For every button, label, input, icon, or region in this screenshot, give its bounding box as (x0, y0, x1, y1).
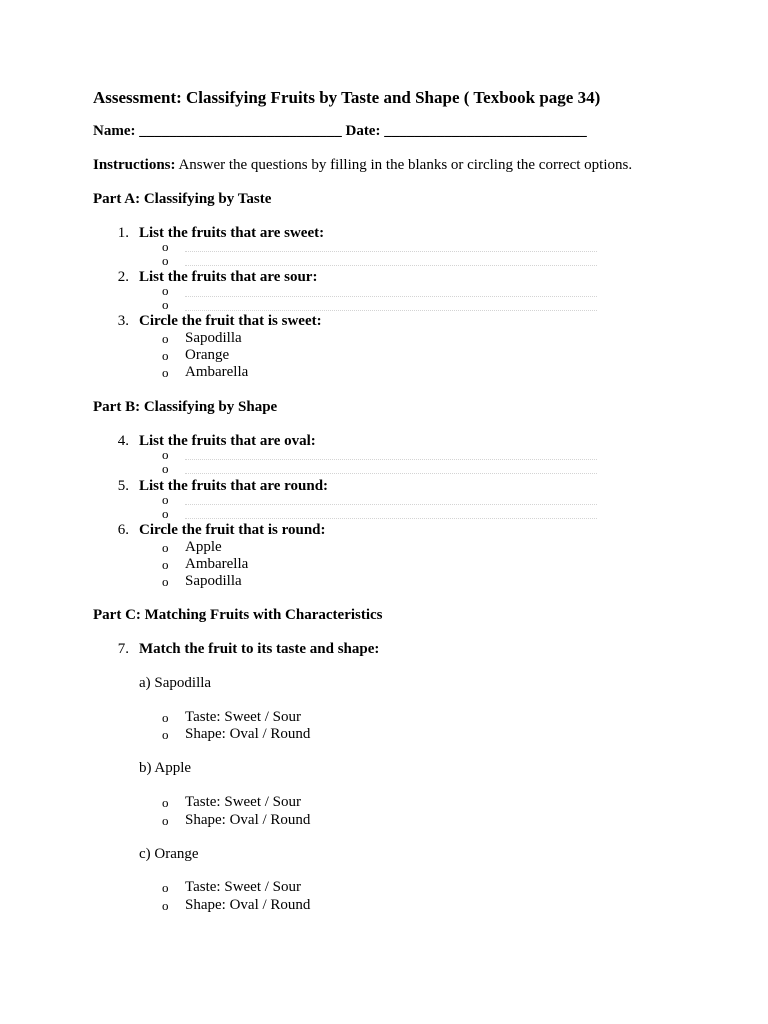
answer-blank[interactable] (185, 473, 597, 474)
bullet: o (162, 813, 169, 828)
option-orange[interactable]: Orange (185, 347, 230, 363)
shape-choice[interactable]: Shape: Oval / Round (185, 812, 311, 828)
bullet: o (162, 331, 169, 346)
option-ambarella[interactable]: Ambarella (185, 364, 249, 380)
bullet: o (162, 447, 169, 462)
bullet: o (162, 348, 169, 363)
bullet: o (162, 239, 169, 254)
part-c-heading: Part C: Matching Fruits with Characteristics (93, 607, 383, 623)
match-item-label: b) Apple (139, 760, 192, 776)
question-4-text: List the fruits that are oval: (139, 433, 316, 449)
match-item-label: a) Sapodilla (139, 675, 212, 691)
answer-blank[interactable] (185, 310, 597, 311)
part-a-heading: Part A: Classifying by Taste (93, 191, 272, 207)
instructions-label: Instructions: (93, 157, 176, 173)
instructions-text: Answer the questions by filling in the blanks or circling the correct options. (175, 157, 633, 173)
option-sapodilla[interactable]: Sapodilla (185, 573, 242, 589)
question-number: 7. (117, 641, 129, 657)
question-number: 3. (117, 313, 129, 329)
question-6-text: Circle the fruit that is round: (139, 522, 326, 538)
bullet: o (162, 727, 169, 742)
page-title: Assessment: Classifying Fruits by Taste and Shape ( Texbook page 34) (93, 88, 601, 107)
bullet: o (162, 283, 169, 298)
question-5-text: List the fruits that are round: (139, 478, 329, 494)
answer-blank[interactable] (185, 459, 597, 460)
answer-blank[interactable] (185, 251, 597, 252)
answer-blank[interactable] (185, 504, 597, 505)
bullet: o (162, 557, 169, 572)
question-7-text: Match the fruit to its taste and shape: (139, 641, 380, 657)
answer-blank[interactable] (185, 265, 597, 266)
instructions (93, 157, 632, 174)
bullet: o (162, 710, 169, 725)
bullet: o (162, 492, 169, 507)
answer-blank[interactable] (185, 296, 597, 297)
question-number: 2. (117, 269, 129, 285)
option-apple[interactable]: Apple (185, 539, 222, 555)
taste-choice[interactable]: Taste: Sweet / Sour (185, 709, 302, 725)
question-3-text: Circle the fruit that is sweet: (139, 313, 322, 329)
option-ambarella[interactable]: Ambarella (185, 556, 249, 572)
answer-blank[interactable] (185, 518, 597, 519)
question-number: 4. (117, 433, 129, 449)
question-1-text: List the fruits that are sweet: (139, 225, 325, 241)
name-date-line: Name: ___________________________ Date: ___________________________ (93, 123, 587, 139)
option-sapodilla[interactable]: Sapodilla (185, 330, 242, 346)
shape-choice[interactable]: Shape: Oval / Round (185, 726, 311, 742)
bullet: o (162, 574, 169, 589)
bullet: o (162, 540, 169, 555)
question-number: 5. (117, 478, 129, 494)
bullet: o (162, 898, 169, 913)
shape-choice[interactable]: Shape: Oval / Round (185, 897, 311, 913)
bullet: o (162, 365, 169, 380)
bullet: o (162, 253, 169, 268)
bullet: o (162, 506, 169, 521)
taste-choice[interactable]: Taste: Sweet / Sour (185, 879, 302, 895)
bullet: o (162, 880, 169, 895)
question-number: 6. (117, 522, 129, 538)
bullet: o (162, 461, 169, 476)
question-2-text: List the fruits that are sour: (139, 269, 318, 285)
bullet: o (162, 795, 169, 810)
bullet: o (162, 297, 169, 312)
taste-choice[interactable]: Taste: Sweet / Sour (185, 794, 302, 810)
match-item-label: c) Orange (139, 846, 199, 862)
question-number: 1. (117, 225, 129, 241)
part-b-heading: Part B: Classifying by Shape (93, 399, 278, 415)
